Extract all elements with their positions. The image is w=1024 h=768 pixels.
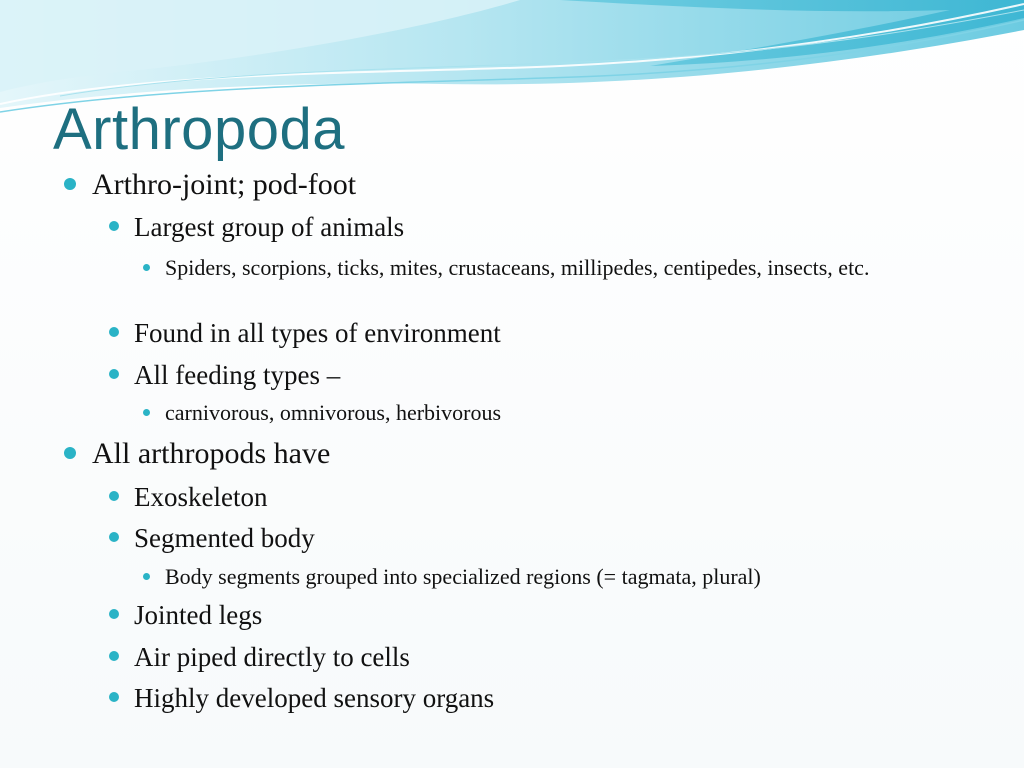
- slide-title: Arthropoda: [53, 97, 345, 162]
- bullet-dot-icon: [143, 264, 150, 271]
- bullet-dot-icon: [109, 609, 119, 619]
- bullet-text: Arthro-joint; pod-foot: [92, 168, 357, 201]
- bullet-item-level-3: [165, 253, 965, 282]
- bullet-dot-icon: [109, 692, 119, 702]
- bullet-dot-icon: [109, 221, 119, 231]
- bullet-item-level-3: [165, 398, 965, 427]
- bullet-item-level-1: [92, 168, 356, 202]
- bullet-text: All feeding types –: [134, 360, 341, 390]
- bullet-text: Air piped directly to cells: [134, 642, 410, 672]
- bullet-dot-icon: [64, 178, 76, 190]
- bullet-dot-icon: [143, 573, 150, 580]
- bullet-dot-icon: [109, 651, 119, 661]
- bullet-dot-icon: [109, 491, 119, 501]
- bullet-item-level-2: [134, 522, 315, 554]
- bullet-text: Body segments grouped into specialized regions (= tagmata, plural): [165, 564, 761, 589]
- bullet-item-level-2: [134, 682, 494, 714]
- bullet-text: Highly developed sensory organs: [134, 683, 495, 713]
- bullet-text: Segmented body: [134, 523, 315, 553]
- bullet-text: carnivorous, omnivorous, herbivorous: [165, 400, 502, 425]
- bullet-text: All arthropods have: [92, 437, 331, 470]
- bullet-dot-icon: [109, 369, 119, 379]
- bullet-item-level-3: [165, 562, 965, 591]
- bullet-text: Jointed legs: [134, 600, 263, 630]
- bullet-item-level-2: [134, 481, 267, 513]
- bullet-item-level-2: [134, 317, 501, 349]
- bullet-item-level-2: [134, 641, 410, 673]
- bullet-text: Largest group of animals: [134, 212, 405, 242]
- bullet-text: Exoskeleton: [134, 482, 268, 512]
- bullet-dot-icon: [109, 532, 119, 542]
- bullet-dot-icon: [109, 327, 119, 337]
- bullet-text: Spiders, scorpions, ticks, mites, crustaceans, millipedes, centipedes, insects, etc.: [165, 255, 870, 280]
- bullet-text: Found in all types of environment: [134, 318, 501, 348]
- bullet-item-level-2: [134, 359, 340, 391]
- bullet-item-level-1: [92, 437, 330, 471]
- bullet-item-level-2: [134, 599, 262, 631]
- bullet-dot-icon: [143, 409, 150, 416]
- bullet-item-level-2: [134, 211, 404, 243]
- bullet-dot-icon: [64, 447, 76, 459]
